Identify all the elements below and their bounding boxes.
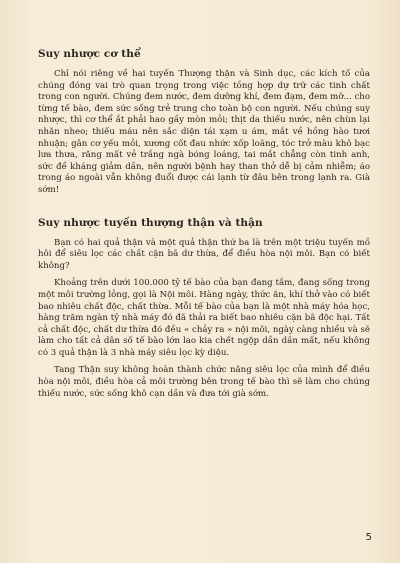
page-number: 5 <box>365 532 372 543</box>
section-body-weakness <box>38 48 370 197</box>
paragraph: Bạn có hai quả thận và một quả thận thứ ba là trên một triệu tuyến mồ hôi để siêu lọc các chất cặn bã dư thừa, để điều hòa nội môi. Bạn có biết không? <box>38 237 370 271</box>
section-heading: Suy nhược cơ thể <box>38 48 141 60</box>
paragraph: Chỉ nói riêng về hai tuyến Thượng thận và Sinh dục, các kích tố của chúng đóng vai trò quan trọng trong việc tồng hợp dự trữ các tinh chất trong con người. Chúng đem nước, đem dưỡng khí, đem đạm, đem mỡ... cho từng tế bào, đem sức sống trẻ trung cho toàn bộ con người. Nếu chúng suy nhược, thì cơ thể ắt phải hao gầy mòn mỏi; thịt da thiếu nước, nên chùn lại nhăn nheo; thiếu máu nên sắc diện tái xạm u ám, mắt về hồng hào tươi nhuận; gân cơ yếu mỏi, xương cốt đau nhức xốp loãng, tóc trở màu khô bạc lưa thưa, răng mất vẻ trắng ngà bóng loáng, tai mắt chẳng còn tinh anh, sức đề kháng giảm dần, nên người bệnh hay than thở dễ bị cảm nhiễm; áo trong áo ngoài vẫn không đuổi được cái lạnh từ đâu bên trong lạnh ra. Già sớm! <box>38 69 370 195</box>
section-heading: Suy nhược tuyến thượng thận và thận <box>38 216 263 229</box>
section-adrenal-kidney <box>38 217 370 401</box>
paragraph: Khoảng trên dưới 100.000 tỷ tế bào của bạn đang tắm, đang sống trong một môi trường lỏng, gọi là Nội môi. Hàng ngày, thức ăn, khí thở vào có biết bao nhiêu chất độc, chất thừa. Mỗi tế bào của bạn là một nhà máy hóa học, hàng trăm ngàn tỷ nhà máy đó đã thải ra biết bao nhiêu cặn bã độc hại. Tất cả chất độc, chất dư thừa đó đều « chảy ra » nội môi, ngày càng nhiều và sẽ làm cho tất cả dân số tế bào lớn lao kia chết ngộp dần dần mất, nếu không có 3 quả thận là 3 nhà máy siêu lọc kỳ diệu. <box>38 278 370 358</box>
paragraph: Tang Thận suy không hoàn thành chức năng siêu lọc của mình để điều hòa nội môi, điều hòa cả môi trường bên trong tế bào thì sẽ làm cho chúng thiếu nước, sức sống khô cạn dần và đưa tới già sớm. <box>38 365 370 399</box>
